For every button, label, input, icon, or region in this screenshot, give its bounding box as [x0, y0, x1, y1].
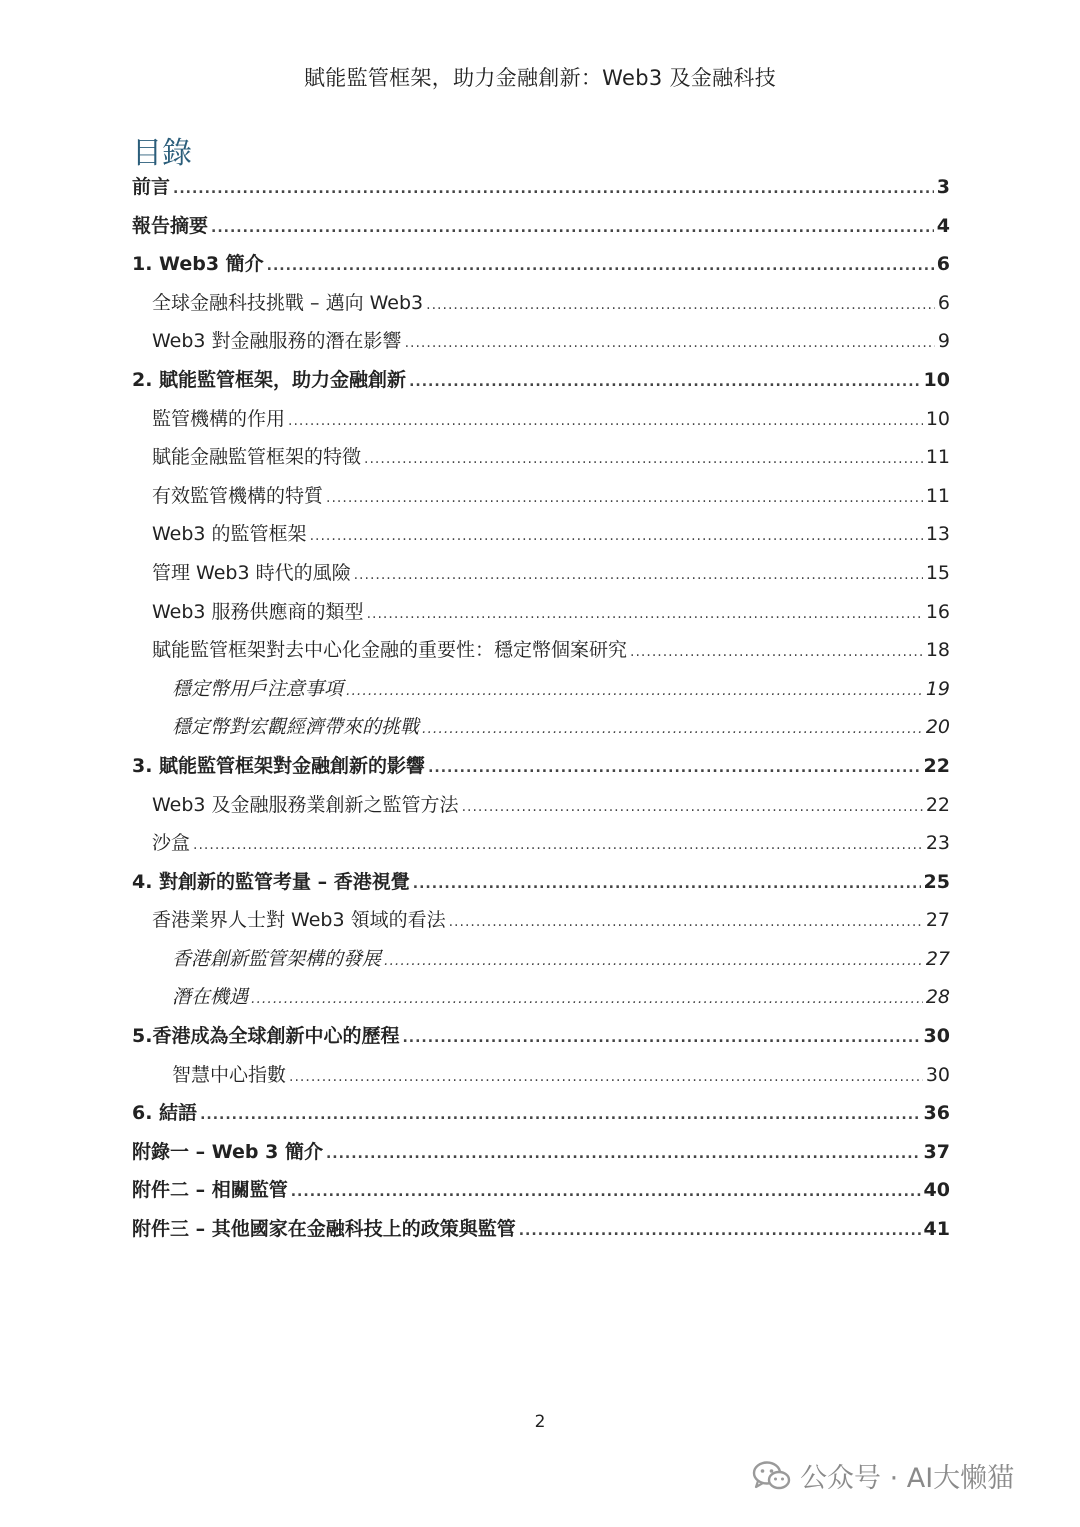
- toc-entry[interactable]: [132, 1210, 950, 1249]
- toc-leader-dots: [288, 402, 923, 441]
- wechat-icon: [752, 1460, 792, 1492]
- toc-entry-page: 4: [936, 214, 950, 237]
- toc-entry[interactable]: [132, 901, 950, 940]
- toc-leader-dots: [310, 517, 923, 556]
- toc-entry[interactable]: [132, 863, 950, 902]
- table-of-contents: [132, 168, 950, 1249]
- toc-entry-page: 36: [923, 1102, 950, 1125]
- toc-entry-label: 附件二 – 相關監管: [132, 1179, 288, 1202]
- toc-entry-label: 沙盒: [152, 832, 191, 855]
- watermark-text: 公众号 · AI大懒猫: [800, 1463, 1015, 1494]
- toc-entry[interactable]: [132, 438, 950, 477]
- toc-entry-page: 22: [925, 793, 950, 816]
- toc-entry-page: 19: [925, 677, 950, 700]
- toc-entry[interactable]: [132, 786, 950, 825]
- toc-leader-dots: [326, 479, 923, 518]
- toc-entry-label: 香港業界人士對 Web3 領域的看法: [152, 909, 446, 932]
- toc-entry-label: 監管機構的作用: [152, 407, 286, 430]
- toc-entry[interactable]: [132, 361, 950, 400]
- toc-entry-page: 27: [925, 909, 950, 932]
- toc-entry-label: 報告摘要: [132, 214, 209, 237]
- toc-entry-label: 穩定幣用戶注意事項: [172, 677, 344, 700]
- toc-leader-dots: [267, 247, 934, 286]
- toc-entry[interactable]: [132, 322, 950, 361]
- toc-entry[interactable]: [132, 940, 950, 979]
- toc-entry-label: 全球金融科技挑戰 – 邁向 Web3: [152, 291, 424, 314]
- toc-entry[interactable]: [132, 593, 950, 632]
- toc-entry-label: 5.香港成為全球創新中心的歷程: [132, 1025, 400, 1048]
- toc-leader-dots: [364, 440, 923, 479]
- toc-entry[interactable]: [132, 1133, 950, 1172]
- toc-leader-dots: [289, 1058, 923, 1097]
- toc-entry-page: 37: [923, 1140, 950, 1163]
- toc-entry[interactable]: [132, 631, 950, 670]
- toc-leader-dots: [193, 826, 923, 865]
- toc-leader-dots: [402, 1019, 920, 1058]
- toc-leader-dots: [367, 595, 923, 634]
- toc-entry-page: 27: [925, 947, 950, 970]
- toc-entry-page: 23: [925, 832, 950, 855]
- toc-title: 目錄: [132, 136, 192, 171]
- toc-entry[interactable]: [132, 747, 950, 786]
- toc-entry[interactable]: [132, 1056, 950, 1095]
- toc-leader-dots: [200, 1096, 920, 1135]
- toc-leader-dots: [251, 980, 923, 1019]
- toc-leader-dots: [462, 788, 923, 827]
- toc-entry-page: 10: [925, 407, 950, 430]
- toc-entry-page: 9: [937, 330, 950, 353]
- toc-entry-page: 13: [925, 523, 950, 546]
- toc-leader-dots: [449, 903, 923, 942]
- toc-entry-label: 穩定幣對宏觀經濟帶來的挑戰: [172, 716, 420, 739]
- toc-entry-page: 10: [923, 368, 950, 391]
- toc-entry-page: 6: [937, 291, 950, 314]
- toc-entry-label: 有效監管機構的特質: [152, 484, 324, 507]
- toc-leader-dots: [384, 942, 923, 981]
- toc-leader-dots: [519, 1212, 921, 1251]
- toc-entry-page: 28: [925, 986, 950, 1009]
- toc-entry[interactable]: [132, 284, 950, 323]
- toc-entry[interactable]: [132, 245, 950, 284]
- toc-entry-label: 2. 賦能監管框架，助力金融創新: [132, 368, 407, 391]
- toc-entry-page: 6: [936, 253, 950, 276]
- toc-leader-dots: [291, 1173, 921, 1212]
- toc-leader-dots: [422, 710, 923, 749]
- toc-entry[interactable]: [132, 477, 950, 516]
- toc-entry-label: 香港創新監管架構的發展: [172, 947, 382, 970]
- page-number: 2: [534, 1412, 546, 1432]
- toc-entry-label: Web3 的監管框架: [152, 523, 307, 546]
- toc-entry-page: 30: [925, 1063, 950, 1086]
- toc-entry[interactable]: [132, 1094, 950, 1133]
- toc-entry-page: 40: [923, 1179, 950, 1202]
- toc-entry-label: 前言: [132, 176, 171, 198]
- toc-entry-label: 管理 Web3 時代的風險: [152, 561, 351, 584]
- toc-leader-dots: [413, 865, 921, 904]
- toc-entry[interactable]: [132, 168, 950, 207]
- toc-leader-dots: [173, 170, 934, 209]
- toc-entry-label: 智慧中心指數: [172, 1063, 287, 1086]
- toc-entry-page: 11: [925, 484, 950, 507]
- toc-entry-label: 附件三 – 其他國家在金融科技上的政策與監管: [132, 1218, 516, 1241]
- toc-leader-dots: [428, 749, 920, 788]
- toc-entry-label: 1. Web3 簡介: [132, 253, 264, 276]
- toc-leader-dots: [346, 672, 923, 711]
- watermark: [752, 1456, 1014, 1495]
- toc-leader-dots: [409, 363, 920, 402]
- toc-entry-page: 15: [925, 561, 950, 584]
- toc-entry-label: Web3 服務供應商的類型: [152, 600, 364, 623]
- toc-leader-dots: [405, 324, 935, 363]
- toc-entry-page: 22: [923, 754, 950, 777]
- toc-entry-page: 3: [936, 176, 950, 198]
- toc-entry[interactable]: [132, 708, 950, 747]
- toc-entry[interactable]: [132, 978, 950, 1017]
- toc-entry-label: 4. 對創新的監管考量 – 香港視覺: [132, 870, 410, 893]
- toc-entry-label: 6. 結語: [132, 1102, 198, 1125]
- toc-leader-dots: [354, 556, 923, 595]
- toc-entry-page: 16: [925, 600, 950, 623]
- toc-entry[interactable]: [132, 1017, 950, 1056]
- toc-entry-page: 18: [925, 639, 950, 662]
- toc-entry-label: Web3 及金融服務業創新之監管方法: [152, 793, 459, 816]
- toc-entry[interactable]: [132, 207, 950, 246]
- toc-entry-label: 附錄一 – Web 3 簡介: [132, 1140, 323, 1163]
- toc-entry-page: 20: [925, 716, 950, 739]
- toc-entry[interactable]: [132, 1171, 950, 1210]
- toc-entry-page: 11: [925, 446, 950, 469]
- toc-entry-label: 3. 賦能監管框架對金融創新的影響: [132, 754, 426, 777]
- toc-entry-page: 30: [923, 1025, 950, 1048]
- toc-leader-dots: [211, 209, 934, 248]
- toc-leader-dots: [326, 1135, 921, 1174]
- toc-entry-label: 潛在機遇: [172, 986, 249, 1009]
- toc-leader-dots: [426, 286, 935, 325]
- toc-entry[interactable]: [132, 824, 950, 863]
- toc-entry-label: 賦能金融監管框架的特徵: [152, 446, 362, 469]
- toc-leader-dots: [630, 633, 923, 672]
- toc-entry-label: 賦能監管框架對去中心化金融的重要性：穩定幣個案研究: [152, 639, 628, 662]
- toc-entry-label: Web3 對金融服務的潛在影響: [152, 330, 402, 353]
- document-header: 賦能監管框架，助力金融創新：Web3 及金融科技: [303, 66, 777, 90]
- toc-entry-page: 25: [923, 870, 950, 893]
- toc-entry-page: 41: [923, 1218, 950, 1241]
- toc-entry[interactable]: [132, 670, 950, 709]
- toc-entry[interactable]: [132, 515, 950, 554]
- toc-entry[interactable]: [132, 554, 950, 593]
- toc-entry[interactable]: [132, 400, 950, 439]
